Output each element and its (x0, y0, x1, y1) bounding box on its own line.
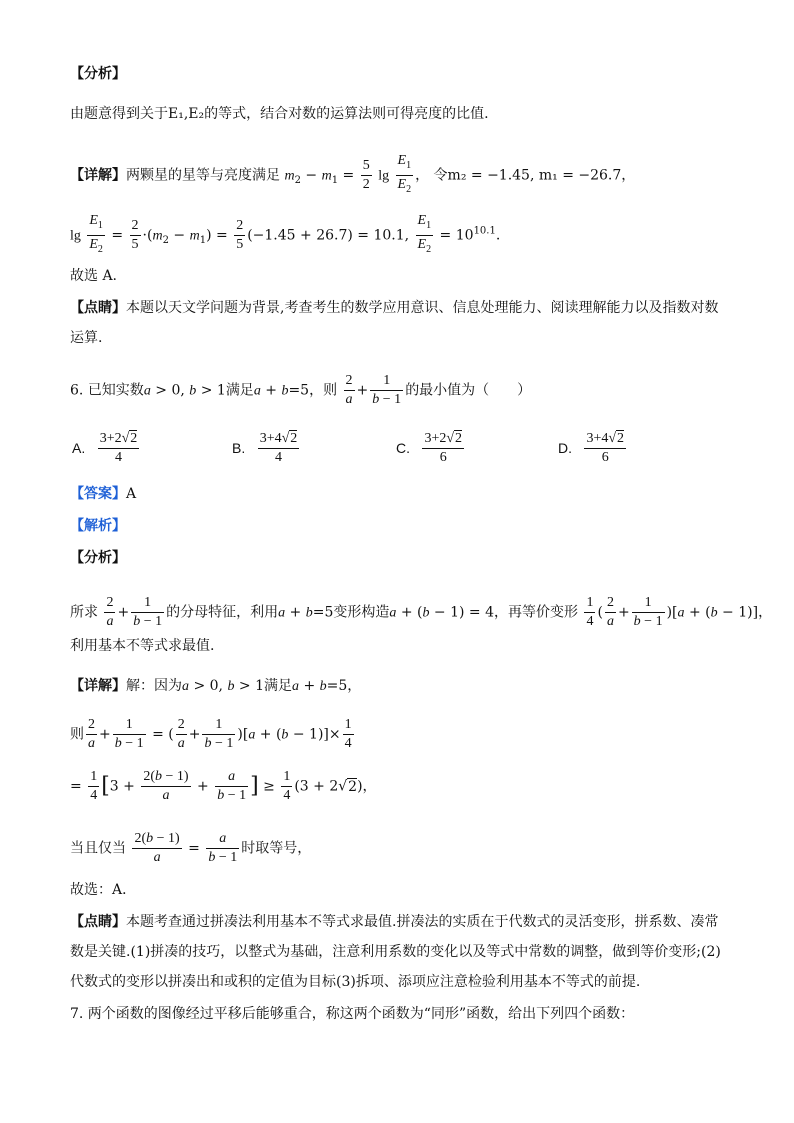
q6-equality-line: 当且仅当 $\frac{2(b - 1)}{a}$ = $\frac{a}{b - 1}$ 时取等号， (70, 831, 312, 865)
q6-stem: 6. 已知实数a > 0, b > 1满足a + b=5，则 $\frac{2}{a}$ + $\frac{1}{b - 1}$ 的最小值为（ ） (70, 373, 532, 407)
q6-answer-line (70, 484, 136, 504)
q6-stem-prefix: 已知实数 (87, 382, 144, 399)
option-d-label: D. (558, 439, 572, 456)
q5-analysis-text: 由题意得到关于E₁,E₂的等式，结合对数的运算法则可得亮度的比值. (70, 106, 489, 122)
option-a-label: A. (72, 439, 86, 456)
q6-ineq-line: = $\frac{1}{4}$ [3 + $\frac{2(b - 1)}{a}$ + $\frac{a}{b - 1}$ ] ≥ $\frac{1}{4}$ (3 + 2√2)， (70, 769, 377, 803)
q6-choice: 故选：A． (70, 882, 137, 898)
q6-then: 则 (70, 726, 84, 743)
q6-equality-p1: 当且仅当 (70, 840, 126, 857)
q6-detail-p2: 满足 (264, 678, 292, 694)
detail-tag: 【详解】 (70, 167, 126, 184)
q6-detail-p1: 解：因为 (126, 678, 182, 694)
analysis-tag: 【分析】 (70, 66, 126, 82)
q6-analysis-p1: 所求 (70, 604, 98, 621)
q6-stem-suffix: 的最小值为（ ） (405, 382, 532, 399)
q6-comment-line-2: 数是关键.(1)拼凑的技巧，以整式为基础，注意利用系数的变化以及等式中常数的调整，做到等价变形;(2) (70, 944, 721, 960)
q6-equality-p2: 时取等号， (241, 840, 312, 857)
q5-detail-line: 【详解】两颗星的星等与亮度满足 $m_2 - m_1$ = $\frac{5}{2}$ lg $\frac{E_1}{E_2}$ ， 令m₂ = −1.45, m₁ = −26.7， (70, 153, 636, 195)
q6-analysis-tag: 【分析】 (70, 550, 126, 566)
answer-tag: 【答案】 (70, 486, 126, 502)
q7-stem: 7. 两个函数的图像经过平移后能够重合，称这两个函数为“同形”函数，给出下列四个函数： (70, 1006, 635, 1022)
q6-answer-value: A (126, 486, 137, 502)
q6-comment-text-1: 本题考查通过拼凑法利用基本不等式求最值.拼凑法的实质在于代数式的灵活变形，拼系数、凑常 (126, 914, 719, 930)
q6-stem-cond: 满足 (225, 382, 254, 399)
q6-then-line: 则 $\frac{2}{a}$ + $\frac{1}{b - 1}$ = ( $\frac{2}{a}$ + $\frac{1}{b - 1}$ )[a + (b − 1)]× $\frac{1}{4}$ (70, 717, 352, 751)
q6-detail-line: 【详解】解：因为a > 0, b > 1满足a + b=5， (70, 678, 362, 694)
option-d[interactable]: D. $\frac{3+4√2}{6}$ (558, 431, 625, 465)
q5-detail-given: 令m₂ = −1.45, m₁ = −26.7， (433, 167, 636, 184)
q6-analysis-p5: 利用基本不等式求最值. (70, 638, 215, 654)
q6-analysis-line: 所求 $\frac{2}{a}$ + $\frac{1}{b - 1}$ 的分母特征，利用a + b=5变形构造a + (b − 1) = 4，再等价变形 $\frac{1}{4}$ ( $\frac{2}{a}$ + $\frac{1}{b - 1}$ )[a + (b − 1)]， (70, 595, 773, 629)
q6-analysis-p3: 变形构造 (333, 604, 390, 621)
q6-analysis-p2: 的分母特征，利用 (166, 604, 279, 621)
q6-comment-tag: 【点睛】 (70, 914, 126, 930)
q5-comment-line-1 (70, 298, 718, 318)
q5-calc-line: lg $\frac{E_1}{E_2}$ = $\frac{2}{5}$ $\cdot(m_2 - m_1)$ = $\frac{2}{5}$ (−1.45 + 26.7) = 10.1, $\frac{E_1}{E_2}$ = $10^{10.1}$. (70, 213, 501, 255)
solution-tag: 【解析】 (70, 518, 126, 534)
q5-comment-line-2: 运算. (70, 330, 103, 346)
q6-detail-tag: 【详解】 (70, 678, 126, 694)
q6-comment-line-1 (70, 912, 718, 932)
q6-number: 6. (70, 382, 84, 399)
q6-analysis-p4: ，再等价变形 (494, 604, 579, 621)
comment-tag: 【点睛】 (70, 300, 126, 316)
option-c[interactable]: C. $\frac{3+2√2}{6}$ (396, 431, 463, 465)
option-c-label: C. (396, 439, 410, 456)
option-b-label: B. (232, 439, 246, 456)
q5-comment-text-1: 本题以天文学问题为背景,考查考生的数学应用意识、信息处理能力、阅读理解能力以及指数对数 (126, 300, 719, 316)
q5-detail-prefix: 两颗星的星等与亮度满足 (126, 167, 280, 184)
q5-choice: 故选 A. (70, 268, 118, 284)
option-b[interactable]: B. $\frac{3+4√2}{4}$ (232, 431, 298, 465)
option-a[interactable]: A. $\frac{3+2√2}{4}$ (72, 431, 138, 465)
q6-stem-mid: ，则 (309, 382, 338, 399)
q6-comment-line-3: 代数式的变形以拼凑出和或积的定值为目标(3)拆项、添项应注意检验利用基本不等式的前提. (70, 974, 641, 990)
